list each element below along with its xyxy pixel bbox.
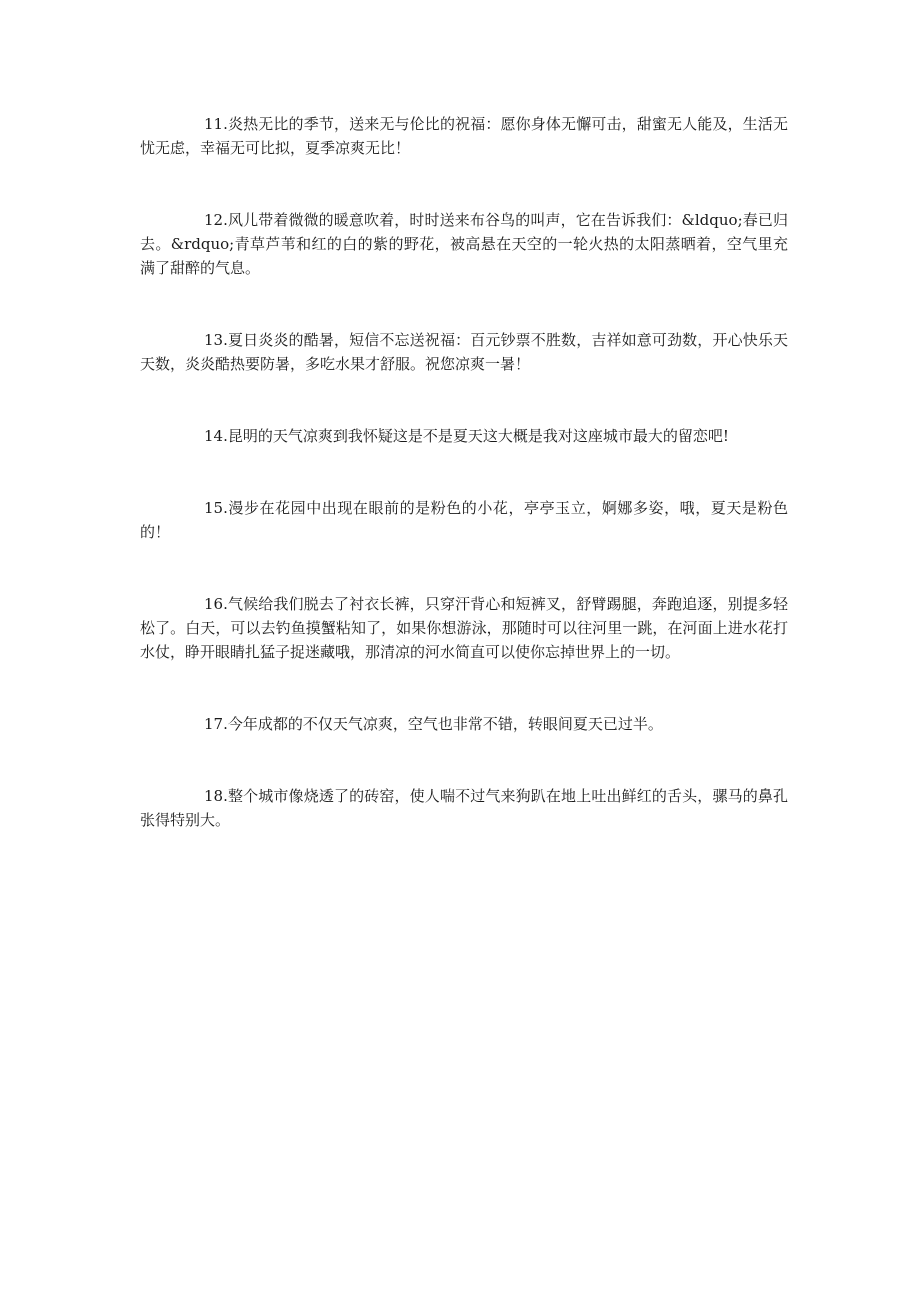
paragraph-14: 14.昆明的天气凉爽到我怀疑这是不是夏天这大概是我对这座城市最大的留恋吧!: [204, 427, 729, 445]
paragraph-15: 15.漫步在花园中出现在眼前的是粉色的小花，亭亭玉立，婀娜多姿，哦，夏天是粉色的！: [140, 499, 788, 541]
paragraph-11: 11.炎热无比的季节，送来无与伦比的祝福：愿你身体无懈可击，甜蜜无人能及，生活无忧无虑，幸福无可比拟，夏季凉爽无比！: [140, 115, 788, 157]
paragraph-17: 17.今年成都的不仅天气凉爽，空气也非常不错，转眼间夏天已过半。: [204, 715, 663, 733]
paragraph-16: 16.气候给我们脱去了衬衣长裤，只穿汗背心和短裤叉，舒臂踢腿，奔跑追逐，别提多轻松了。白天，可以去钓鱼摸蟹粘知了，如果你想游泳，那随时可以往河里一跳，在河面上进水花打水仗，睁开眼睛扎猛子捉迷藏哦，那清凉的河水简直可以使你忘掉世界上的一切。: [140, 595, 788, 661]
paragraph-12: 12.风儿带着微微的暖意吹着，时时送来布谷鸟的叫声，它在告诉我们：&ldquo;春已归去。&rdquo;青草芦苇和红的白的紫的野花，被高悬在天空的一轮火热的太阳蒸晒着，空气里充满了甜醉的气息。: [140, 211, 788, 277]
document-body: [140, 112, 788, 880]
paragraph-18: 18.整个城市像烧透了的砖窑，使人喘不过气来狗趴在地上吐出鲜红的舌头，骡马的鼻孔张得特别大。: [140, 787, 788, 829]
paragraph-13: 13.夏日炎炎的酷暑，短信不忘送祝福：百元钞票不胜数，吉祥如意可劲数，开心快乐天天数，炎炎酷热要防暑，多吃水果才舒服。祝您凉爽一暑！: [140, 331, 788, 373]
